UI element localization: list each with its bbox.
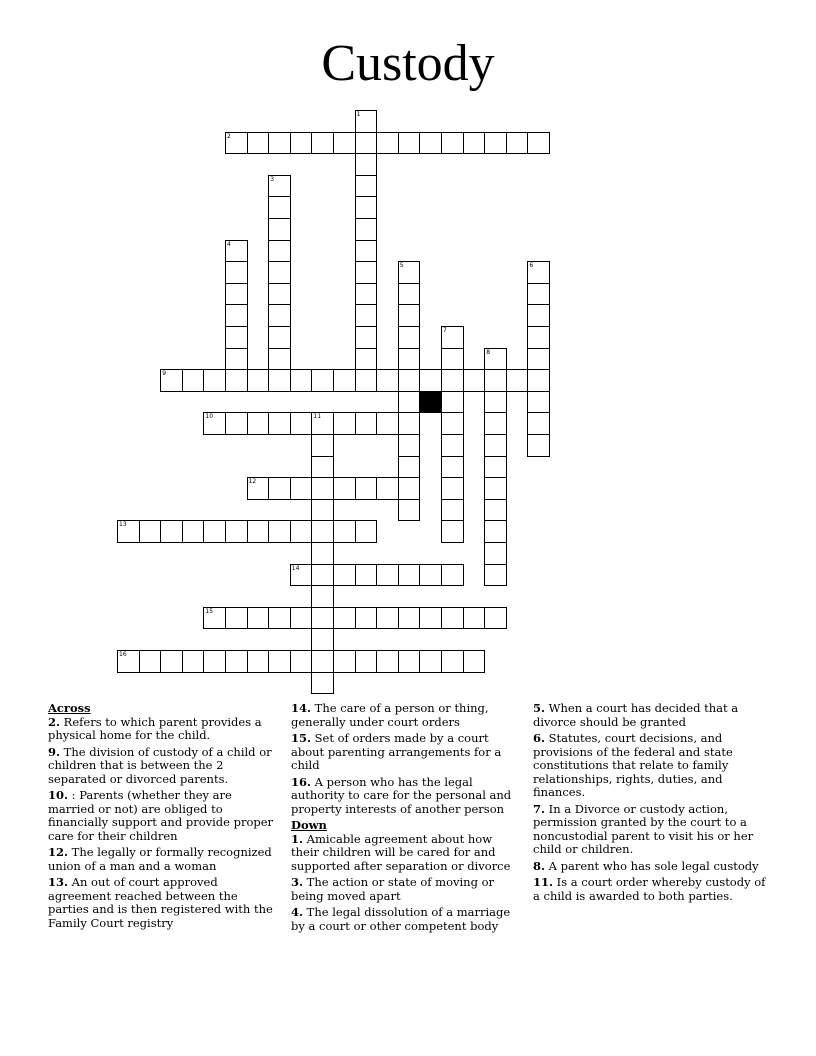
grid-cell[interactable] — [268, 412, 291, 435]
clue-text: In a Divorce or custody action, permission granted by the court to a noncustodial parent to visit his or her child or children. — [533, 801, 754, 856]
grid-cell[interactable] — [311, 434, 334, 457]
black-cell — [419, 391, 442, 414]
grid-cell[interactable] — [527, 304, 550, 327]
grid-cell[interactable] — [527, 412, 550, 435]
clue-number: 4 — [227, 240, 231, 248]
grid-cell[interactable] — [311, 499, 334, 522]
grid-cell[interactable] — [527, 326, 550, 349]
clue-number: 3 — [270, 175, 275, 183]
grid-cell[interactable] — [527, 132, 550, 155]
grid-cell[interactable] — [290, 412, 313, 435]
clue-text: Amicable agreement about how their children will be cared for and supported after separation or divorce — [291, 831, 511, 873]
clue-num: 9. — [48, 744, 61, 759]
grid-cell[interactable] — [441, 564, 464, 587]
grid-cell[interactable] — [225, 326, 248, 349]
clue-number: 1 — [356, 111, 361, 118]
grid-cell[interactable] — [182, 520, 205, 543]
grid-cell[interactable] — [247, 477, 270, 500]
grid-cell[interactable] — [182, 650, 205, 673]
grid-cell[interactable] — [355, 304, 378, 327]
grid-cell[interactable] — [355, 520, 378, 543]
grid-cell[interactable] — [463, 607, 486, 630]
grid-cell[interactable] — [333, 412, 356, 435]
grid-cell[interactable] — [203, 520, 226, 543]
grid-cell[interactable] — [268, 240, 291, 263]
grid-cell[interactable] — [355, 650, 378, 673]
grid-cell[interactable] — [441, 348, 464, 371]
grid-cell[interactable] — [311, 607, 334, 630]
grid-cell[interactable] — [333, 607, 356, 630]
grid-cell[interactable] — [484, 456, 507, 479]
clue-number: 5 — [399, 262, 404, 270]
grid-cell[interactable] — [376, 650, 399, 673]
grid-cell[interactable] — [355, 348, 378, 371]
grid-cell[interactable] — [290, 564, 313, 587]
grid-cell[interactable] — [311, 369, 334, 392]
clue-text: Refers to which parent provides a physical home for the child. — [48, 714, 262, 742]
grid-cell[interactable] — [225, 369, 248, 392]
clue-text: : Parents (whether they are married or not) are obliged to financially support and provide proper care for their children — [48, 788, 274, 843]
grid-cell[interactable] — [225, 283, 248, 306]
grid-cell[interactable] — [355, 153, 378, 176]
grid-cell[interactable] — [268, 477, 291, 500]
grid-cell[interactable] — [268, 261, 291, 284]
grid-cell[interactable] — [484, 542, 507, 565]
grid-cell[interactable] — [355, 110, 378, 133]
grid-cell[interactable] — [527, 261, 550, 284]
grid-cell[interactable] — [398, 326, 421, 349]
grid-cell[interactable] — [247, 520, 270, 543]
grid-cell[interactable] — [355, 132, 378, 155]
grid-cell[interactable] — [333, 132, 356, 155]
clues-column-2 — [291, 702, 523, 936]
down-header: Down — [291, 818, 327, 832]
grid-cell[interactable] — [203, 369, 226, 392]
grid-cell[interactable] — [355, 240, 378, 263]
grid-cell[interactable] — [355, 218, 378, 241]
grid-cell[interactable] — [506, 132, 529, 155]
grid-cell[interactable] — [441, 607, 464, 630]
grid-cell[interactable] — [311, 412, 334, 435]
grid-cell[interactable] — [182, 369, 205, 392]
clue-num: 7. — [533, 801, 546, 816]
grid-cell[interactable] — [311, 456, 334, 479]
grid-cell[interactable] — [268, 132, 291, 155]
grid-cell[interactable] — [290, 477, 313, 500]
clue-item — [48, 746, 280, 787]
grid-cell[interactable] — [484, 348, 507, 371]
grid-cell[interactable] — [355, 261, 378, 284]
grid-cell[interactable] — [398, 369, 421, 392]
grid-cell[interactable] — [376, 369, 399, 392]
clue-number: 12 — [248, 478, 257, 486]
grid-cell[interactable] — [203, 650, 226, 673]
clue-number: 14 — [291, 564, 300, 572]
grid-cell[interactable] — [398, 283, 421, 306]
grid-cell[interactable] — [484, 499, 507, 522]
grid-cell[interactable] — [419, 132, 442, 155]
grid-cell[interactable] — [225, 607, 248, 630]
grid-cell[interactable] — [527, 283, 550, 306]
grid-cell[interactable] — [355, 326, 378, 349]
grid-cell[interactable] — [355, 175, 378, 198]
grid-cell[interactable] — [484, 607, 507, 630]
grid-cell[interactable] — [376, 564, 399, 587]
grid-cell[interactable] — [225, 348, 248, 371]
grid-cell[interactable] — [268, 196, 291, 219]
clue-num: 12. — [48, 845, 69, 859]
grid-cell[interactable] — [311, 564, 334, 587]
clue-text: A person who has the legal authority to care for the personal and property interests of another person — [291, 774, 512, 816]
grid-cell[interactable] — [311, 585, 334, 608]
grid-cell[interactable] — [441, 369, 464, 392]
clue-text: Set of orders made by a court about parenting arrangements for a child — [291, 731, 502, 772]
grid-cell[interactable] — [333, 650, 356, 673]
grid-cell[interactable] — [268, 283, 291, 306]
clue-num: 2. — [48, 714, 61, 729]
grid-cell[interactable] — [333, 564, 356, 587]
grid-cell[interactable] — [441, 477, 464, 500]
grid-cell[interactable] — [247, 607, 270, 630]
grid-cell[interactable] — [268, 650, 291, 673]
grid-cell[interactable] — [290, 650, 313, 673]
clue-num: 6. — [533, 731, 546, 745]
clue-num: 11. — [533, 875, 554, 889]
clue-text: The legal dissolution of a marriage by a court or other competent body — [291, 905, 511, 933]
grid-cell[interactable] — [333, 477, 356, 500]
grid-cell[interactable] — [484, 520, 507, 543]
clue-num: 15. — [291, 731, 312, 745]
clue-num: 4. — [291, 905, 304, 919]
grid-cell[interactable] — [225, 240, 248, 263]
clue-number: 10 — [205, 413, 214, 421]
grid-cell[interactable] — [376, 607, 399, 630]
grid-cell[interactable] — [290, 607, 313, 630]
clue-text: The legally or formally recognized union of a man and a woman — [48, 845, 272, 873]
grid-cell[interactable] — [311, 650, 334, 673]
grid-cell[interactable] — [355, 412, 378, 435]
clue-item — [533, 803, 773, 857]
grid-cell[interactable] — [463, 650, 486, 673]
clue-item — [291, 906, 523, 933]
grid-cell[interactable] — [398, 261, 421, 284]
grid-cell[interactable] — [398, 391, 421, 414]
clue-text: Is a court order whereby custody of a child is awarded to both parties. — [533, 875, 766, 903]
clue-text: When a court has decided that a divorce should be granted — [533, 701, 739, 729]
grid-cell[interactable] — [398, 650, 421, 673]
grid-cell[interactable] — [290, 520, 313, 543]
clue-text: A parent who has sole legal custody — [545, 858, 759, 873]
grid-cell[interactable] — [290, 132, 313, 155]
grid-cell[interactable] — [225, 304, 248, 327]
clue-number: 15 — [205, 607, 214, 615]
grid-cell[interactable] — [355, 369, 378, 392]
clue-item — [291, 876, 523, 903]
grid-cell[interactable] — [268, 304, 291, 327]
grid-cell[interactable] — [160, 520, 183, 543]
grid-cell[interactable] — [527, 434, 550, 457]
grid-cell[interactable] — [441, 650, 464, 673]
clue-item — [533, 732, 773, 800]
clue-number: 6 — [529, 262, 534, 270]
clue-text: The division of custody of a child or children that is between the 2 separated or divorced parents. — [48, 744, 272, 786]
grid-cell[interactable] — [419, 564, 442, 587]
clue-number: 2 — [227, 132, 231, 140]
grid-cell[interactable] — [441, 520, 464, 543]
clue-item — [533, 860, 773, 874]
clues-column-3 — [533, 702, 773, 906]
clue-number: 16 — [119, 651, 127, 658]
grid-cell[interactable] — [139, 520, 162, 543]
grid-cell[interactable] — [441, 499, 464, 522]
grid-cell[interactable] — [527, 348, 550, 371]
clue-num: 1. — [291, 831, 304, 846]
grid-cell[interactable] — [484, 391, 507, 414]
clue-num: 8. — [533, 858, 546, 873]
grid-cell[interactable] — [268, 218, 291, 241]
grid-cell[interactable] — [398, 132, 421, 155]
grid-cell[interactable] — [333, 369, 356, 392]
clue-num: 5. — [533, 701, 546, 715]
grid-cell[interactable] — [311, 477, 334, 500]
clue-num: 16. — [291, 774, 312, 789]
grid-cell[interactable] — [117, 520, 140, 543]
grid-cell[interactable] — [268, 520, 291, 543]
clue-text: The action or state of moving or being moved apart — [291, 875, 495, 903]
grid-cell[interactable] — [419, 607, 442, 630]
grid-cell[interactable] — [160, 650, 183, 673]
grid-cell[interactable] — [441, 412, 464, 435]
clue-item — [291, 776, 523, 817]
across-header: Across — [48, 701, 91, 715]
grid-cell[interactable] — [225, 650, 248, 673]
clue-text: An out of court approved agreement reached between the parties and is then registered with the Family Court registry — [48, 875, 273, 930]
clue-item — [48, 846, 280, 873]
grid-cell[interactable] — [484, 434, 507, 457]
clue-number: 13 — [119, 521, 127, 529]
clue-text: The care of a person or thing, generally under court orders — [291, 701, 489, 729]
grid-cell[interactable] — [484, 132, 507, 155]
grid-cell[interactable] — [419, 369, 442, 392]
grid-cell[interactable] — [484, 564, 507, 587]
grid-cell[interactable] — [268, 348, 291, 371]
grid-cell[interactable] — [355, 607, 378, 630]
clue-number: 9 — [162, 370, 167, 378]
grid-cell[interactable] — [376, 132, 399, 155]
grid-cell[interactable] — [398, 412, 421, 435]
grid-cell[interactable] — [441, 326, 464, 349]
clue-item — [48, 789, 280, 843]
clue-item — [48, 876, 280, 930]
grid-cell[interactable] — [203, 607, 226, 630]
clue-item — [291, 732, 523, 773]
grid-cell[interactable] — [290, 369, 313, 392]
clue-number: 8 — [486, 348, 491, 356]
grid-cell[interactable] — [484, 477, 507, 500]
grid-cell[interactable] — [225, 261, 248, 284]
grid-cell[interactable] — [527, 391, 550, 414]
grid-cell[interactable] — [398, 456, 421, 479]
grid-cell[interactable] — [117, 650, 140, 673]
grid-cell[interactable] — [441, 132, 464, 155]
grid-cell[interactable] — [419, 650, 442, 673]
grid-cell[interactable] — [139, 650, 162, 673]
grid-cell[interactable] — [247, 132, 270, 155]
clue-item — [291, 833, 523, 874]
grid-cell[interactable] — [311, 628, 334, 651]
grid-cell[interactable] — [355, 283, 378, 306]
grid-cell[interactable] — [355, 564, 378, 587]
grid-cell[interactable] — [527, 369, 550, 392]
puzzle-title: Custody — [321, 35, 495, 92]
grid-cell[interactable] — [268, 607, 291, 630]
grid-cell[interactable] — [311, 672, 334, 695]
grid-cell[interactable] — [247, 650, 270, 673]
clues-column-1 — [48, 702, 280, 933]
clue-number: 7 — [443, 327, 447, 334]
grid-cell[interactable] — [225, 132, 248, 155]
grid-cell[interactable] — [398, 304, 421, 327]
grid-cell[interactable] — [398, 499, 421, 522]
grid-cell[interactable] — [355, 477, 378, 500]
grid-cell[interactable] — [463, 132, 486, 155]
grid-cell[interactable] — [398, 434, 421, 457]
clue-item — [291, 702, 523, 729]
clue-item — [533, 702, 773, 729]
grid-cell[interactable] — [225, 412, 248, 435]
grid-cell[interactable] — [203, 412, 226, 435]
grid-cell[interactable] — [355, 196, 378, 219]
clue-num: 3. — [291, 875, 304, 889]
grid-cell[interactable] — [506, 369, 529, 392]
grid-cell[interactable] — [225, 520, 248, 543]
grid-cell[interactable] — [441, 391, 464, 414]
clue-num: 10. — [48, 788, 69, 802]
grid-cell[interactable] — [398, 348, 421, 371]
grid-cell[interactable] — [160, 369, 183, 392]
grid-cell[interactable] — [311, 132, 334, 155]
grid-cell[interactable] — [247, 412, 270, 435]
grid-cell[interactable] — [463, 369, 486, 392]
grid-cell[interactable] — [376, 477, 399, 500]
grid-cell[interactable] — [484, 369, 507, 392]
grid-cell[interactable] — [333, 520, 356, 543]
grid-cell[interactable] — [398, 477, 421, 500]
clue-item — [48, 716, 280, 743]
grid-cell[interactable] — [441, 434, 464, 457]
grid-cell[interactable] — [398, 564, 421, 587]
clue-item — [533, 876, 773, 903]
grid-cell[interactable] — [311, 520, 334, 543]
clue-num: 13. — [48, 875, 69, 889]
clue-text: Statutes, court decisions, and provisions of the federal and state constitutions that relate to family relationships, rights, duties, and finances. — [533, 731, 733, 799]
grid-cell[interactable] — [268, 175, 291, 198]
clue-number: 11 — [313, 413, 322, 421]
grid-cell[interactable] — [311, 542, 334, 565]
clue-num: 14. — [291, 701, 312, 715]
grid-cell[interactable] — [376, 412, 399, 435]
grid-cell[interactable] — [398, 607, 421, 630]
grid-cell[interactable] — [247, 369, 270, 392]
grid-cell[interactable] — [484, 412, 507, 435]
grid-cell[interactable] — [268, 326, 291, 349]
grid-cell[interactable] — [441, 456, 464, 479]
grid-cell[interactable] — [268, 369, 291, 392]
